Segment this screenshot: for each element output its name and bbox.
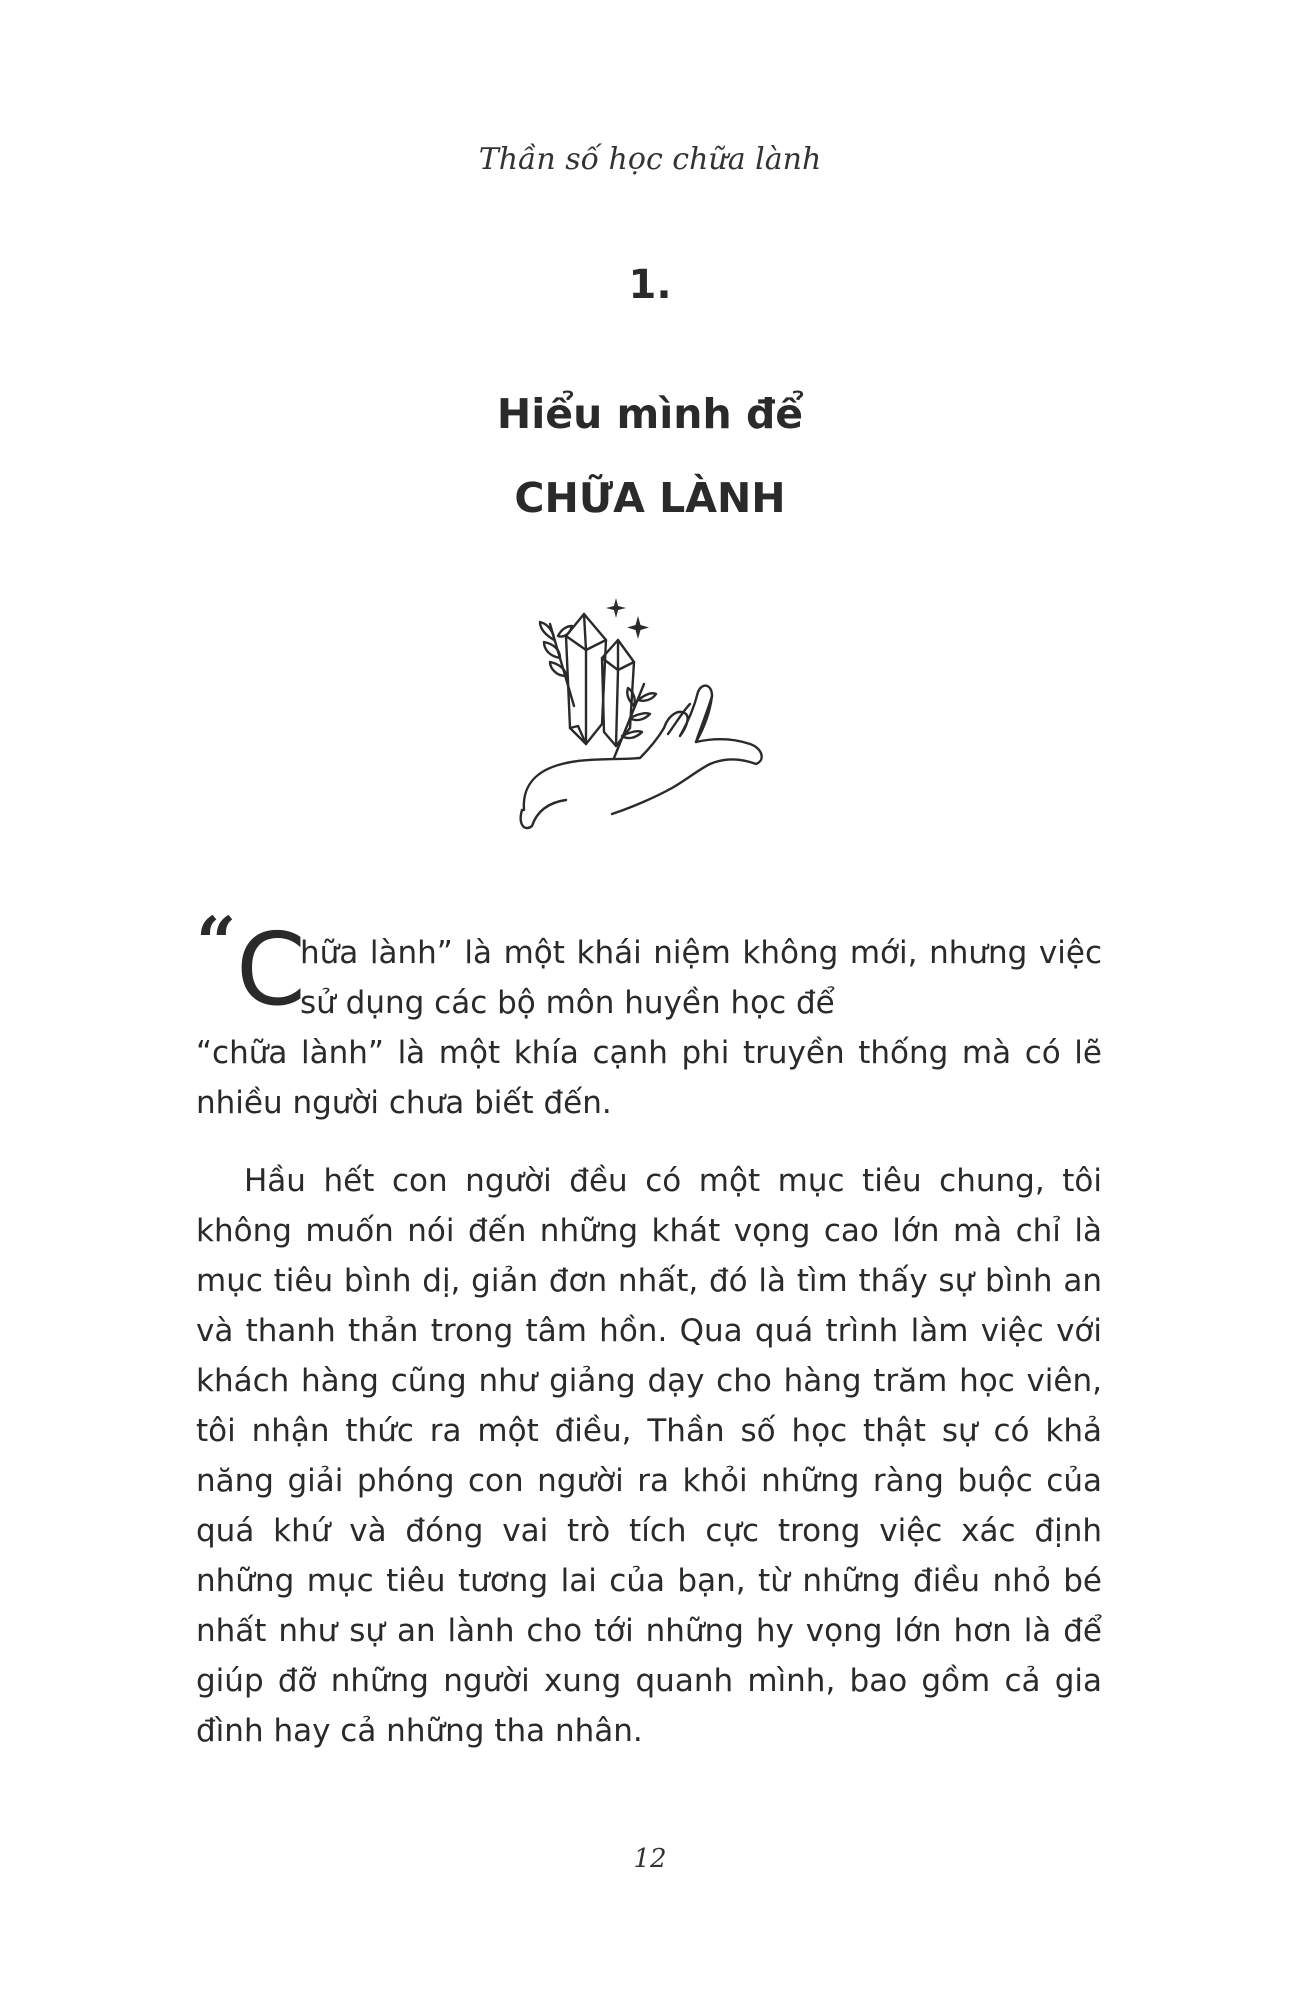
large-crystal-icon [566,614,606,744]
chapter-title [0,372,1300,540]
crystals-in-hand-icon [518,588,778,838]
second-paragraph: Hầu hết con người đều có một mục tiêu chung, tôi không muốn nói đến những khát vọng cao lớn mà chỉ là mục tiêu bình dị, giản đơn nhất, đó là tìm thấy sự bình an và thanh thản trong tâm hồn. Qua quá trình làm việc với khách hàng cũng như giảng dạy cho hàng trăm học viên, tôi nhận thức ra một điều, Thần số học thật sự có khả năng giải phóng con người ra khỏi những ràng buộc của quá khứ và đóng vai trò tích cực trong việc xác định những mục tiêu tương lai của bạn, từ những điều nhỏ bé nhất như sự an lành cho tới những hy vọng lớn hơn là để giúp đỡ những người xung quanh mình, bao gồm cả gia đình hay cả những tha nhân. [196,1163,1102,1749]
chapter-title-line-1: Hiểu mình để [496,390,804,438]
small-crystal-icon [602,640,634,746]
drop-cap: C [236,911,306,1028]
first-paragraph-rest: “chữa lành” là một khía cạnh phi truyền thống mà có lẽ nhiều người chưa biết đến. [196,1035,1102,1121]
first-paragraph-lead: hữa lành” là một khái niệm không mới, nhưng việc sử dụng các bộ môn huyền học để [300,935,1102,1021]
first-paragraph [196,901,1102,1128]
sparkle-icon [606,598,626,618]
running-header: Thần số học chữa lành [478,142,822,177]
body-text [196,901,1102,1784]
sparkle-icon [627,616,649,639]
opening-quote-mark: “ [196,901,237,984]
hand-outline-icon [521,686,762,828]
chapter-number: 1. [628,262,672,308]
chapter-title-line-2: CHỮA LÀNH [514,474,786,522]
page-number: 12 [633,1844,667,1874]
